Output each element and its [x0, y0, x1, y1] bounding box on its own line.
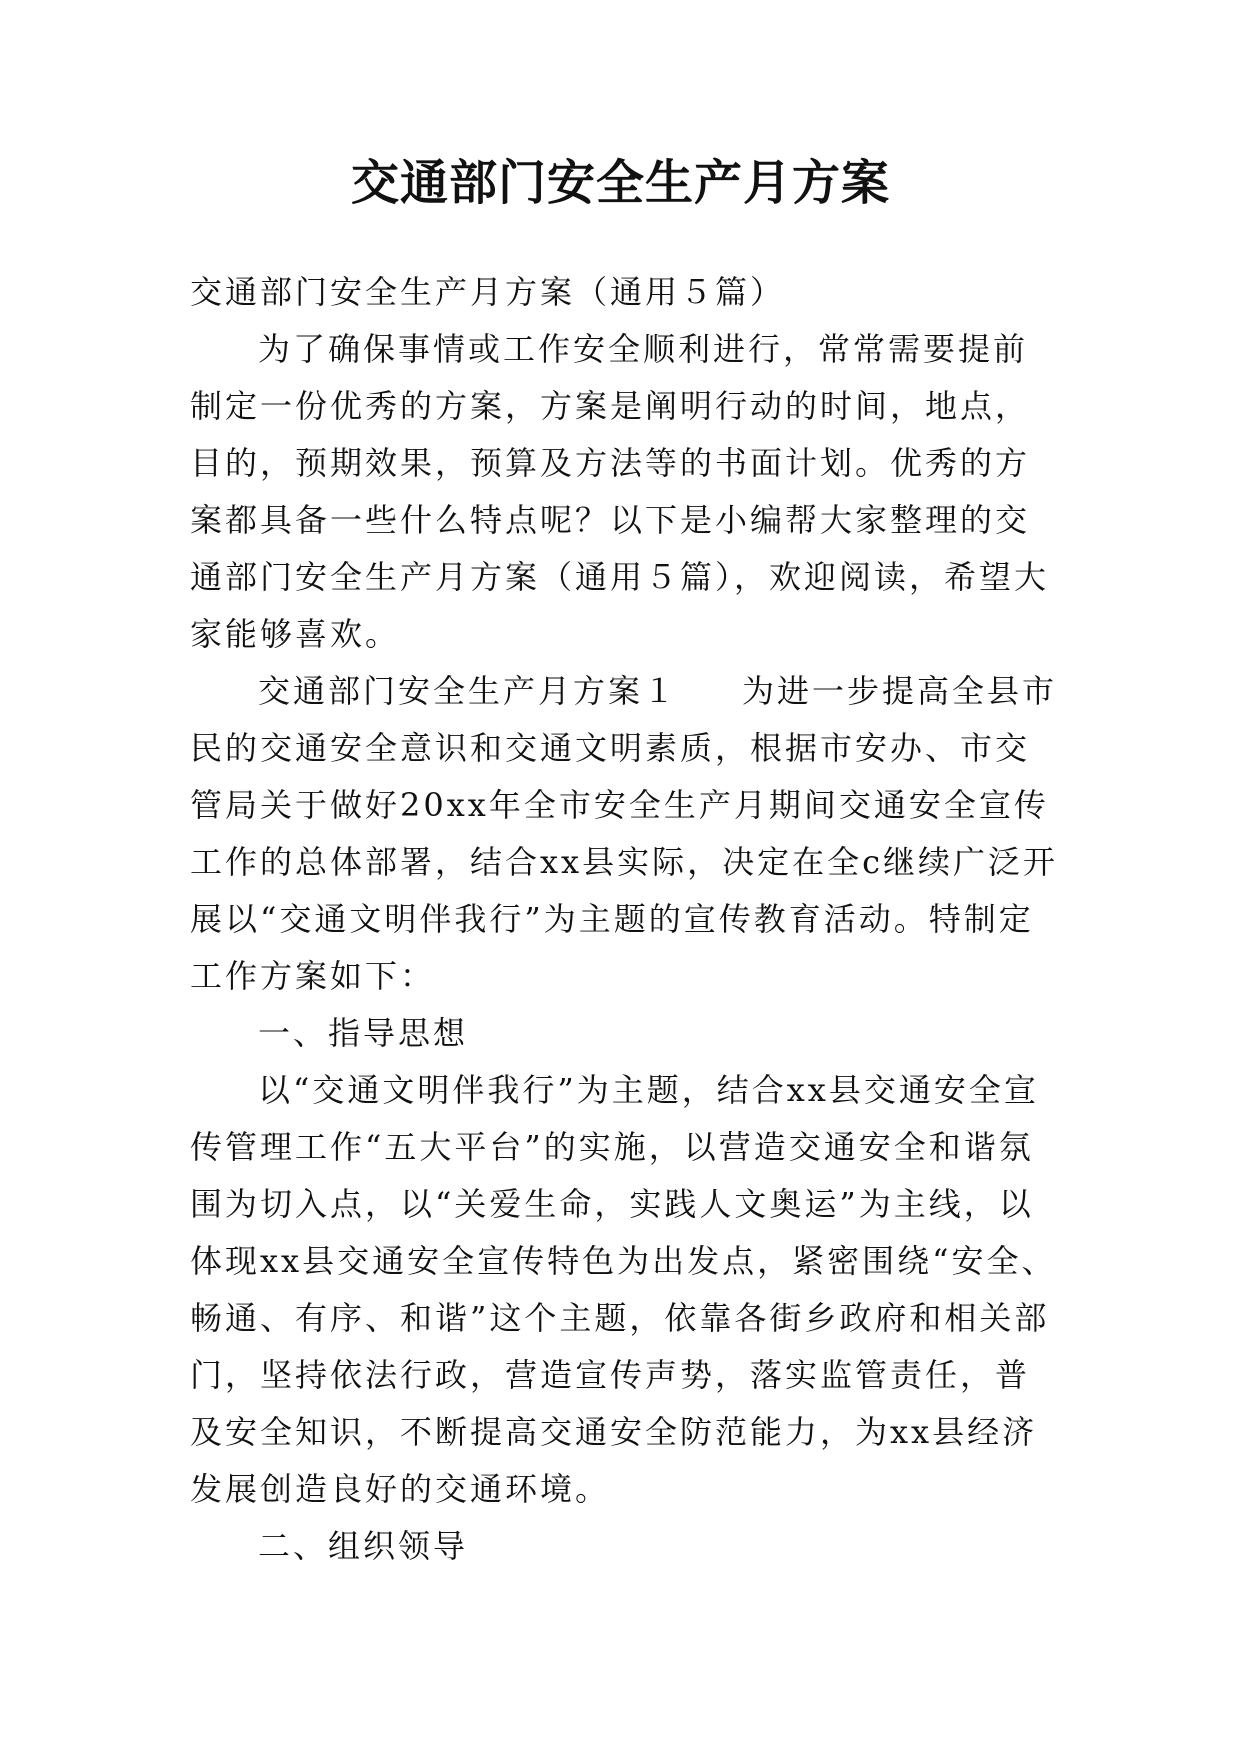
document-title: 交通部门安全生产月方案 — [350, 155, 890, 211]
document-body — [190, 264, 1060, 1575]
heading-organization: 二、组织领导 — [258, 1527, 469, 1565]
intro-paragraph: 为了确保事情或工作安全顺利进行，常常需要提前制定一份优秀的方案，方案是阐明行动的时间，地点，目的，预期效果，预算及方法等的书面计划。优秀的方案都具备一些什么特点呢？以下是小编帮大家整理的交通部门安全生产月方案（通用５篇），欢迎阅读，希望大家能够喜欢。 — [190, 330, 1050, 653]
section-1-heading: 交通部门安全生产月方案１ — [258, 672, 679, 710]
guiding-thought-paragraph: 以“交通文明伴我行”为主题，结合xx县交通安全宣传管理工作“五大平台”的实施，以营造交通安全和谐氛围为切入点，以“关爱生命，实践人文奥运”为主线，以体现xx县交通安全宣传特色为出发点，紧密围绕“安全、畅通、有序、和谐”这个主题，依靠各街乡政府和相关部门，坚持依法行政，营造宣传声势，落实监管责任，普及安全知识，不断提高交通安全防范能力，为xx县经济发展创造良好的交通环境。 — [190, 1071, 1057, 1508]
section-1-body: 为进一步提高全县市民的交通安全意识和交通文明素质，根据市安办、市交管局关于做好20xx年全市安全生产月期间交通安全宣传工作的总体部署，结合xx县实际，决定在全c继续广泛开展以“交通文明伴我行”为主题的宣传教育活动。特制定工作方案如下： — [190, 672, 1059, 995]
heading-guiding-thought: 一、指导思想 — [258, 1014, 469, 1052]
section-1-paragraph — [190, 663, 1060, 1005]
document-subtitle: 交通部门安全生产月方案（通用５篇） — [190, 273, 786, 311]
